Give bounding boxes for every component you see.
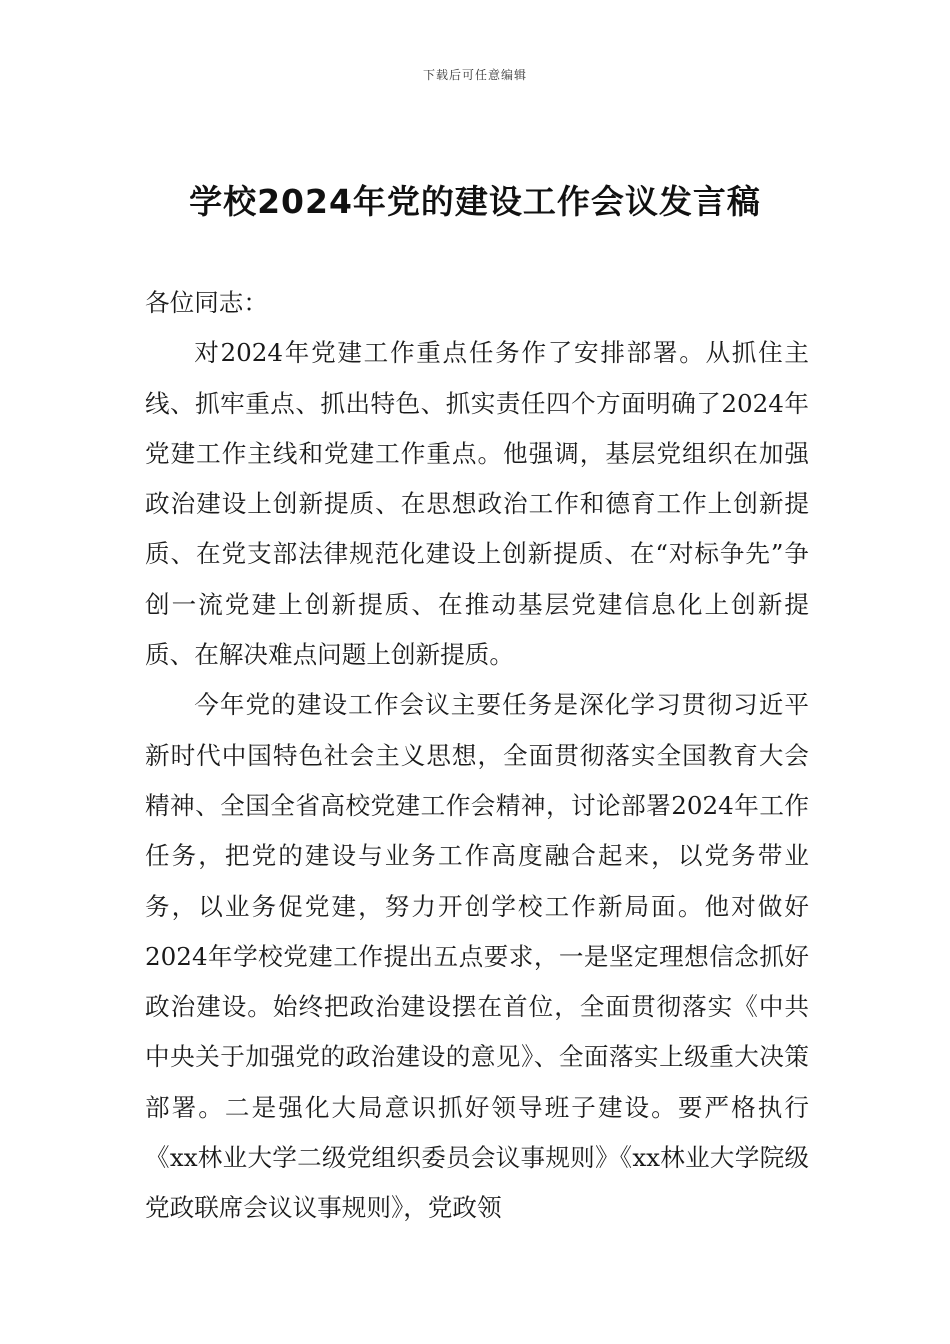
document-title: 学校2024年党的建设工作会议发言稿 xyxy=(189,182,761,221)
paragraph-1: 对2024年党建工作重点任务作了安排部署。从抓住主线、抓牢重点、抓出特色、抓实责任四个方面明确了2024年党建工作主线和党建工作重点。他强调，基层党组织在加强政治建设上创新提质、在思想政治工作和德育工作上创新提质、在党支部法律规范化建设上创新提质、在“对标争先”争创一流党建上创新提质、在推动基层党建信息化上创新提质、在解决难点问题上创新提质。 xyxy=(145,338,809,670)
document-body xyxy=(145,278,809,1234)
salutation: 各位同志： xyxy=(145,288,268,317)
page-header-note: 下载后可任意编辑 xyxy=(422,68,527,82)
paragraph-2: 今年党的建设工作会议主要任务是深化学习贯彻习近平新时代中国特色社会主义思想，全面贯彻落实全国教育大会精神、全国全省高校党建工作会精神，讨论部署2024年工作任务，把党的建设与业务工作高度融合起来，以党务带业务，以业务促党建，努力开创学校工作新局面。他对做好2024年学校党建工作提出五点要求，一是坚定理想信念抓好政治建设。始终把政治建设摆在首位，全面贯彻落实《中共中央关于加强党的政治建设的意见》、全面落实上级重大决策部署。二是强化大局意识抓好领导班子建设。要严格执行《xx林业大学二级党组织委员会议事规则》《xx林业大学院级党政联席会议议事规则》，党政领 xyxy=(145,690,809,1223)
